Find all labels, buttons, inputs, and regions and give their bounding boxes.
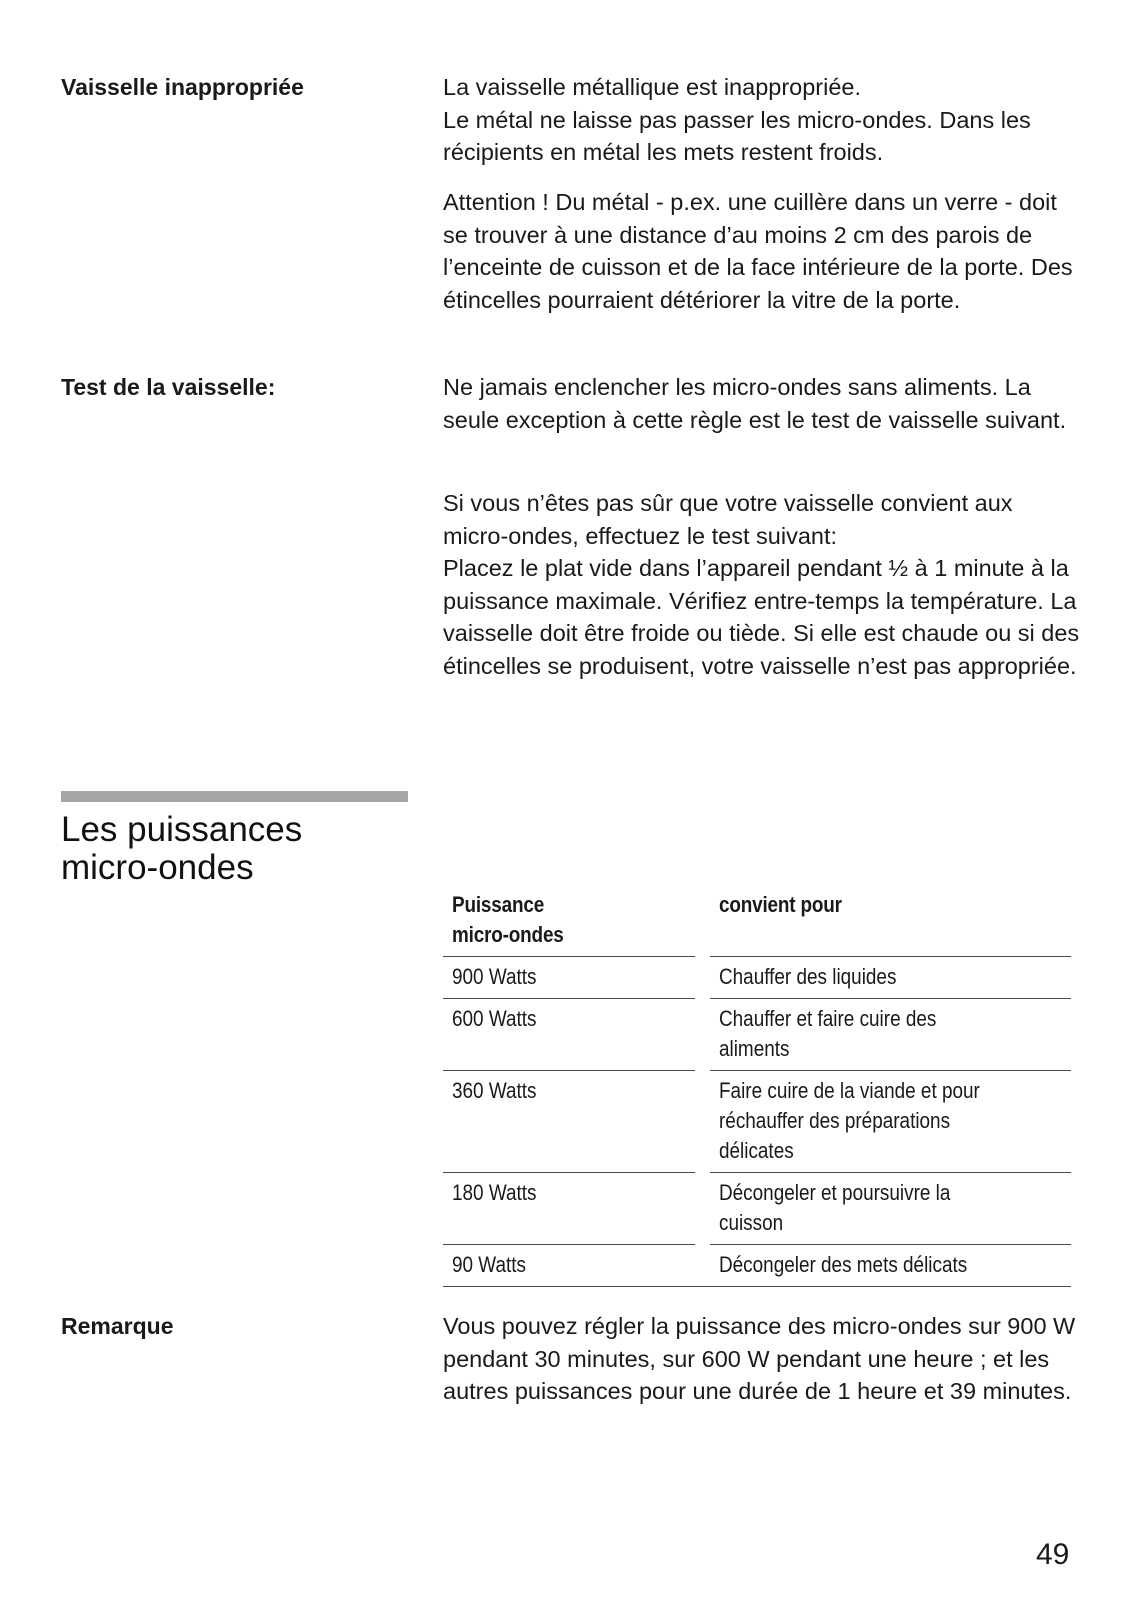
table-cell-power: 900 Watts (443, 956, 695, 998)
table-cell-use: Chauffer des liquides (710, 956, 1071, 998)
table-row (443, 1070, 1071, 1172)
paragraph-attention-metal: Attention ! Du métal - p.ex. une cuillère dans un verre - doit se trouver à une distance d’au moins 2 cm des parois de l’enceinte de cuisson et de la face intérieure de la porte. Des étincelles pourraient détériorer la vitre de la porte. (443, 189, 1073, 313)
table-row (443, 1244, 1071, 1286)
paragraph-vaisselle-metal: La vaisselle métallique est inappropriée. Le métal ne laisse pas passer les micro-ondes. Dans les récipients en métal les mets restent froids. (443, 74, 1031, 165)
paragraph-test-intro: Ne jamais enclencher les micro-ondes sans aliments. La seule exception à cette règle est le test de vaisselle suivant. (443, 374, 1067, 433)
page-number: 49 (1036, 1538, 1070, 1571)
paragraph-remarque: Vous pouvez régler la puissance des micro-ondes sur 900 W pendant 30 minutes, sur 600 W pendant une heure ; et les autres puissances pour une durée de 1 heure et 39 minutes. (443, 1313, 1076, 1404)
paragraph-test-procedure: Si vous n’êtes pas sûr que votre vaisselle convient aux micro-ondes, effectuez le test suivant: Placez le plat vide dans l’appareil pendant ½ à 1 minute à la puissance maximale. Vérifiez entre-temps la température. La vaisselle doit être froide ou tiède. Si elle est chaude ou si des étincelles se produisent, votre vaisselle n’est pas appropriée. (443, 490, 1080, 679)
table-cell-use: Faire cuire de la viande et pour réchauffer des préparations délicates (710, 1070, 1071, 1172)
table-bottom-rule (443, 1286, 1071, 1287)
power-table (443, 890, 1071, 1287)
table-header-row (443, 890, 1071, 956)
table-cell-use: Chauffer et faire cuire des aliments (710, 998, 1071, 1070)
table-row (443, 998, 1071, 1070)
table-cell-use: Décongeler des mets délicats (710, 1244, 1071, 1286)
label-vaisselle-inappropriee: Vaisselle inappropriée (61, 74, 304, 100)
table-cell-power: 90 Watts (443, 1244, 695, 1286)
table-cell-use: Décongeler et poursuivre la cuisson (710, 1172, 1071, 1244)
table-header-puissance: Puissance micro-ondes (452, 892, 564, 947)
table-row (443, 956, 1071, 998)
table-cell-power: 600 Watts (443, 998, 695, 1070)
table-header-convient: convient pour (719, 892, 842, 917)
table-row (443, 1172, 1071, 1244)
label-test-vaisselle: Test de la vaisselle: (61, 374, 276, 400)
table-cell-power: 180 Watts (443, 1172, 695, 1244)
section-title-puissances: Les puissances micro-ondes (61, 810, 303, 887)
table-cell-power: 360 Watts (443, 1070, 695, 1172)
section-divider-bar (61, 791, 408, 802)
label-remarque: Remarque (61, 1313, 174, 1339)
